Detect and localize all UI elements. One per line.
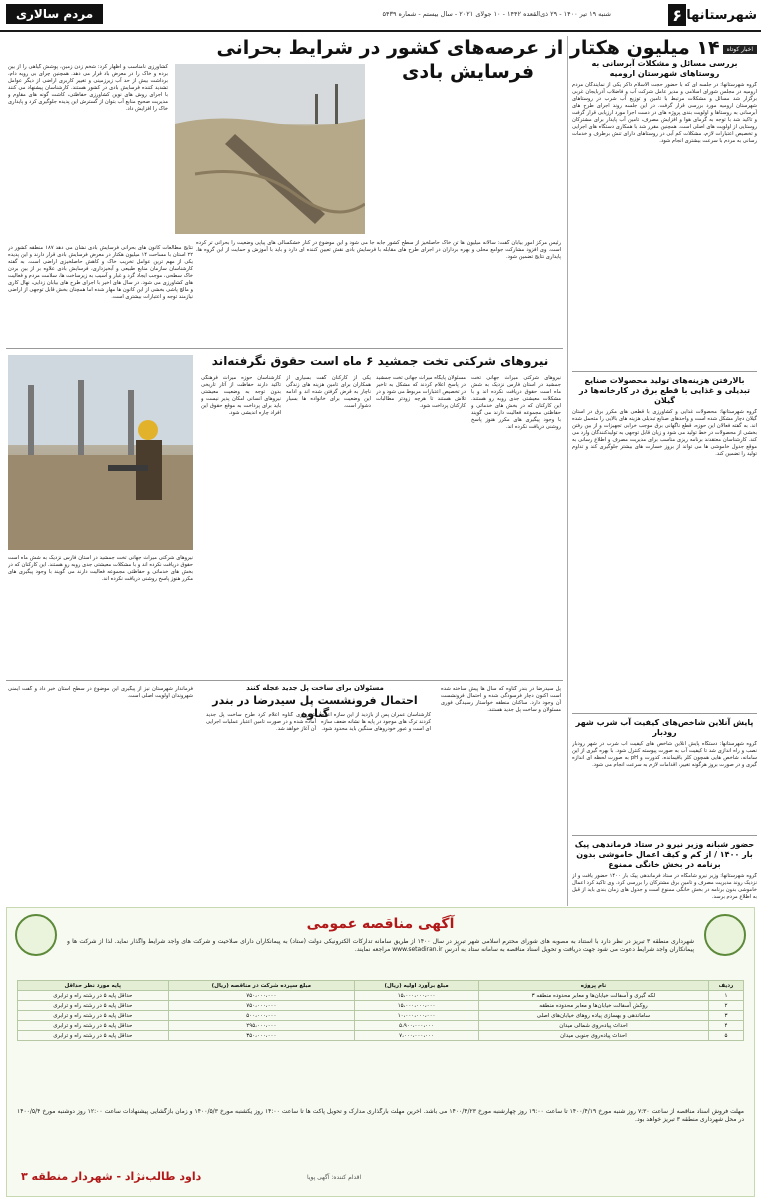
tender-title: آگهی مناقصه عمومی [306, 916, 455, 932]
news-briefs-column [572, 36, 757, 976]
table-cell: ۱۵،۰۰۰،۰۰۰،۰۰۰ [355, 991, 479, 1001]
table-cell: حداقل پایه ۵ در رشته راه و ترابری [18, 1031, 169, 1041]
brief3-body: گروه شهرستانها: دستگاه پایش آنلاین شاخص های کیفیت آب شرب در شهر رودبار نصب و راه اندازی شد تا کیفیت آب به صورت پیوسته کنترل شود. با بهره گیری از این سامانه، شاخص هایی همچون کلر باقیمانده، کدورت و pH به صورت لحظه ای اندازه گیری و در صورت بروز هرگونه تغییر، اقدامات لازم به سرعت انجام می شود. [572, 741, 757, 768]
workers-photo-art [8, 355, 193, 550]
col-header: پایه مورد نظر حداقل [18, 981, 169, 991]
bridge-col3: شهرداری گناوه اعلام کرد طرح ساخت پل جدید آماده شده و در صورت تامین اعتبار عملیات اجرایی آن آغاز خواهد شد. [206, 712, 316, 732]
table-cell: ۵ [708, 1031, 743, 1041]
workers-col3: یکی از کارکنان گفت بسیاری از همکاران برای تامین هزینه های زندگی ناچار به قرض گرفتن شده اند و ادامه این وضعیت برای خانواده ها بسیار دشوار است. [286, 375, 371, 409]
column-divider [567, 36, 568, 906]
brief1-title: بررسی مسائل و مشکلات آبرسانی به روستاهای شهرستان ارومیه [591, 59, 738, 78]
table-row [18, 1011, 744, 1021]
main-article-col3: کشاورزی نامناسب و اظهار کرد: شخم زدن زمین، پوشش گیاهی را از بین برده و خاک را در معرض باد قرار می دهد. همچنین چرای بی رویه دام، برداشت بیش از حد آب زیرزمینی و تغییر کاربری اراضی از دیگر عوامل تشدید کننده فرسایش بادی در کشور هستند. کارشناسان پیشنهاد می کنند با اجرای روش های نوین کشاورزی حفاظتی، کاشت گونه های مقاوم و مدیریت صحیح منابع آب بتوان از گسترش این پدیده جلوگیری کرد و پایداری خاک را افزایش داد. [8, 64, 168, 112]
section-name: شهرستانها [686, 7, 757, 23]
table-cell: ۳ [708, 1011, 743, 1021]
tender-footer: مهلت فروش اسناد مناقصه از ساعت ۷:۳۰ روز شنبه مورخ ۱۴۰۰/۴/۱۹ تا ساعت ۱۹:۰۰ روز چهارشنبه مورخ ۱۴۰۰/۴/۲۳ می باشد. آخرین مهلت بارگذاری مدارک و تحویل پاکت ها تا ساعت ۱۴:۰۰ روز یکشنبه مورخ ۱۴۰۰/۵/۳ و زمان بازگشایی پیشنهادات ساعت ۱۲:۰۰ روز دوشنبه مورخ ۱۴۰۰/۵/۴ در محل شهرداری منطقه ۳ تبریز خواهد بود. [17, 1108, 744, 1123]
workers-col2: مسئولان پایگاه میراث جهانی تخت جمشید در پاسخ اعلام کردند که مشکل به تاخیر در تخصیص اعتبارات مربوط می شود و در تلاش هستند تا هرچه زودتر مطالبات کارکنان پرداخت شود. [376, 375, 466, 409]
col-header: مبلغ سپرده شرکت در مناقصه (ریال) [168, 981, 355, 991]
table-row [18, 1021, 744, 1031]
table-cell: ۷۵۰،۰۰۰،۰۰۰ [168, 991, 355, 1001]
bridge-kicker: مسئولان برای ساخت پل جدید عجله کنند [246, 684, 384, 692]
tender-intro: شهرداری منطقه ۳ تبریز در نظر دارد با استناد به مصوبه های شورای محترم اسلامی شهر تبریز در سال ۱۴۰۰ از طریق سامانه تدارکات الکترونیکی دولت (ستاد) به پیمانکاران دارای صلاحیت و شرکت های واجد شرایط واگذار نماید. لذا از شرکت ها و پیمانکاران واجد شرایط دعوت می شود جهت دریافت و تحویل اسناد مناقصه به سامانه ستاد به آدرس www.setadiran.ir مراجعه نمایند. [67, 938, 694, 953]
col-header: ردیف [708, 981, 743, 991]
dateline: شنبه ۱۹ تیر ۱۴۰۰ - ۲۹ ذی‌القعده ۱۴۴۲ - ۱۰ جولای ۲۰۲۱ - سال بیستم - شماره ۵۴۳۹ [382, 10, 611, 18]
brief3-title: پایش آنلاین شاخص‌های کیفیت آب شرب شهر رودبار [575, 718, 754, 737]
table-row [18, 1001, 744, 1011]
table-cell: حداقل پایه ۵ در رشته راه و ترابری [18, 1001, 169, 1011]
brief2-title: بالارفتن هزینه‌های تولید محصولات صنایع تبدیلی و غذایی با قطع برق در کارخانه‌ها در گیلان [579, 376, 750, 405]
table-cell: ۳۵۰،۰۰۰،۰۰۰ [168, 1031, 355, 1041]
section-divider-2 [6, 680, 563, 681]
table-cell: حداقل پایه ۵ در رشته راه و ترابری [18, 1021, 169, 1031]
table-cell: حداقل پایه ۵ در رشته راه و ترابری [18, 991, 169, 1001]
table-cell: ۱ [708, 991, 743, 1001]
table-cell: ۱۰،۰۰۰،۰۰۰،۰۰۰ [355, 1011, 479, 1021]
table-cell: روکش آسفالت خیابان‌ها و معابر محدوده منطقه [479, 1001, 709, 1011]
bridge-col2: کارشناسان عمران پس از بازدید از این سازه اعلام کردند ترک های موجود در پایه ها نشانه ضعف سازه ای است و عبور خودروهای سنگین باید محدود شود. [321, 712, 431, 732]
workers-col1: نیروهای شرکتی میراث جهانی تخت جمشید در استان فارس نزدیک به شش ماه است حقوق دریافت نکرده اند و با مشکلات معیشتی جدی روبه رو هستند. این کارکنان که در بخش های خدماتی و حفاظتی مجموعه فعالیت دارند می گویند با وجود پیگیری های مکرر هنوز پاسخ روشنی دریافت نکرده اند. [471, 375, 561, 430]
table-cell: ۷،۰۰۰،۰۰۰،۰۰۰ [355, 1031, 479, 1041]
main-article-col2: رئیس مرکز امور بیابان گفت: سالانه میلیون ها تن خاک حاصلخیز از سطح کشور جابه جا می شود و این موضوع در کنار خشکسالی های پیاپی وضعیت را بحرانی تر کرده است. وی افزود مشارکت جوامع محلی و بهره برداران در اجرای طرح های مقابله با فرسایش بادی نقش تعیین کننده ای دارد و باید با آموزش و حمایت از این گروه ها، پایداری نتایج تضمین شود. [196, 240, 561, 260]
table-cell: احداث پیاده‌روی جنوبی میدان [479, 1031, 709, 1041]
bridge-headline: احتمال فرونشست پل سیدرضا در بندر گناوه [212, 694, 418, 720]
table-row [18, 991, 744, 1001]
workers-col5: نیروهای شرکتی میراث جهانی تخت جمشید در استان فارس نزدیک به شش ماه است حقوق دریافت نکرده اند و با مشکلات معیشتی جدی روبه رو هستند. این کارکنان که در بخش های خدماتی و حفاظتی مجموعه فعالیت دارند می گویند با وجود پیگیری های مکرر هنوز پاسخ روشنی دریافت نکرده اند. [8, 555, 193, 582]
brief4-body: گروه شهرستانها: وزیر نیرو شامگاه در ستاد فرماندهی پیک بار ۱۴۰۰ حضور یافت و از نزدیک روند مدیریت مصرف و تامین برق مشترکان را بررسی کرد. وی تاکید کرد اعمال خاموشی بدون برنامه در بخش خانگی ممنوع است و جدول های زمان بندی باید از قبل به اطلاع مردم برسد. [572, 873, 757, 900]
table-cell: ۱۵،۰۰۰،۰۰۰،۰۰۰ [355, 1001, 479, 1011]
table-cell: ۲ [708, 1001, 743, 1011]
brief4-title: حضور شبانه وزیر نیرو در ستاد فرماندهی پیک بار ۱۴۰۰ / از کم و کیف اعمال خاموشی بدون برنامه در بخش خانگی ممنوع [574, 840, 755, 869]
table-row [18, 1031, 744, 1041]
workers-headline: نیروهای شرکتی تخت جمشید ۶ ماه است حقوق نگرفته‌اند [211, 354, 549, 368]
table-cell: ۴ [708, 1021, 743, 1031]
brief1-body: گروه شهرستانها: در جلسه ای که با حضور حجت الاسلام ذاکر یکی از نمایندگان مردم ارومیه در مجلس شورای اسلامی و مدیر عامل شرکت آب و فاضلاب آذربایجان غربی برگزار شد مسائل و مشکلات مرتبط با تامین و توزیع آب شرب در روستاهای شهرستان ارومیه مورد بررسی قرار گرفت. در این جلسه روند اجرای طرح های آبرسانی به روستاها و اولویت بندی پروژه های در دست اجرا مورد ارزیابی قرار گرفت و تاکید شد با توجه به گرمای هوا و افزایش مصرف، تامین آب پایدار برای مشترکان روستایی از اولویت های اصلی است. همچنین مقرر شد با همکاری دستگاه های اجرایی و تخصیص اعتبارات لازم، مشکلات کم آبی در روستاهای دارای تنش برطرف و خدمات رسانی به مردم با سرعت بیشتری انجام شود. [572, 82, 757, 144]
erosion-photo [175, 64, 365, 234]
table-cell: ۵،۹۰۰،۰۰۰،۰۰۰ [355, 1021, 479, 1031]
tender-table-header [18, 981, 744, 991]
table-cell: ۵۰۰،۰۰۰،۰۰۰ [168, 1011, 355, 1021]
municipality-seal-left [15, 914, 57, 956]
table-cell: حداقل پایه ۵ در رشته راه و ترابری [18, 1011, 169, 1021]
newspaper-logo: مردم سالاری [6, 4, 103, 24]
tender-advertisement [6, 907, 755, 1197]
table-cell: احداث پیاده‌روی شمالی میدان [479, 1021, 709, 1031]
tender-table [17, 980, 744, 1041]
page-header [0, 0, 761, 32]
bridge-col1: پل سیدرضا در بندر گناوه که سال ها پیش ساخته شده است اکنون دچار فرسودگی شده و احتمال فرونشست آن وجود دارد. ساکنان منطقه خواستار رسیدگی فوری مسئولان و ساخت پل جدید هستند. [441, 686, 561, 713]
erosion-photo-art [175, 64, 365, 234]
municipality-seal-right [704, 914, 746, 956]
briefs-flag: اخبار کوتاه [723, 45, 757, 54]
col-header: نام پروژه [479, 981, 709, 991]
mayor-signature: داود طالب‌نژاد - شهردار منطقه ۳ [21, 1170, 202, 1183]
section-logo [665, 2, 757, 28]
workers-photo [8, 355, 193, 550]
main-article-col2b: نتایج مطالعات کانون های بحرانی فرسایش بادی نشان می دهد ۱۸۷ منطقه کشور در ۲۲ استان با مساحت ۱۴ میلیون هکتار در معرض فرسایش بادی قرار دارند و این پدیده یکی از مهم ترین عوامل تخریب خاک و کاهش حاصلخیزی اراضی است. به گفته کارشناسان سازمان منابع طبیعی و آبخیزداری، فرسایش بادی علاوه بر از بین بردن خاک سطحی، موجب ایجاد گرد و غبار و آسیب به زیرساخت ها، سلامت مردم و فعالیت های کشاورزی می شود. در سال های اخیر با اجرای طرح های بیابان زدایی، نهال کاری و مالچ پاشی بخشی از این کانون ها مهار شده اما همچنان بخش قابل توجهی از اراضی نیازمند توجه و اعتبارات بیشتری است. [8, 245, 193, 300]
section-divider [6, 348, 563, 349]
main-headline: ۱۴ میلیون هکتار از عرصه‌های کشور در شرایط بحرانی فرسایش بادی [216, 37, 720, 83]
col-header: مبلغ برآورد اولیه (ریال) [355, 981, 479, 991]
table-cell: ۲۹۵،۰۰۰،۰۰۰ [168, 1021, 355, 1031]
bridge-col4: فرماندار شهرستان نیز از پیگیری این موضوع در سطح استان خبر داد و گفت ایمنی شهروندان اولویت اصلی است. [8, 686, 193, 699]
table-cell: ۷۵۰،۰۰۰،۰۰۰ [168, 1001, 355, 1011]
workers-col4: کارشناسان حوزه میراث فرهنگی تاکید دارند حفاظت از آثار تاریخی بدون توجه به وضعیت معیشتی نیروهای انسانی امکان پذیر نیست و باید برای پرداخت به موقع حقوق این افراد چاره اندیشی شود. [201, 375, 281, 416]
page-number: ۶ [668, 4, 686, 26]
brief2-body: گروه شهرستانها: محصولات غذایی و کشاورزی با قطعی های مکرر برق در استان گیلان دچار مشکل شده است و واحدهای صنایع تبدیلی هزینه های بالایی را متحمل شده اند. به گفته فعالان این حوزه، قطع ناگهانی برق موجب خرابی تجهیزات و از بین رفتن بخشی از محصولات در خط تولید می شود و زیان قابل توجهی به تولیدکنندگان وارد می کند. کارشناسان معتقدند برنامه ریزی مناسب برای مدیریت مصرف و اطلاع رسانی به موقع جدول خاموشی ها می تواند از بروز خسارت های بیشتر جلوگیری کند و تداوم تولید را تضمین کند. [572, 409, 757, 457]
table-cell: لکه گیری و آسفالت خیابان‌ها و معابر محدوده منطقه ۳ [479, 991, 709, 1001]
ad-agency: اقدام کننده: آگهی پویا [307, 1174, 362, 1181]
table-cell: ساماندهی و بهسازی پیاده روهای خیابان‌های اصلی [479, 1011, 709, 1021]
